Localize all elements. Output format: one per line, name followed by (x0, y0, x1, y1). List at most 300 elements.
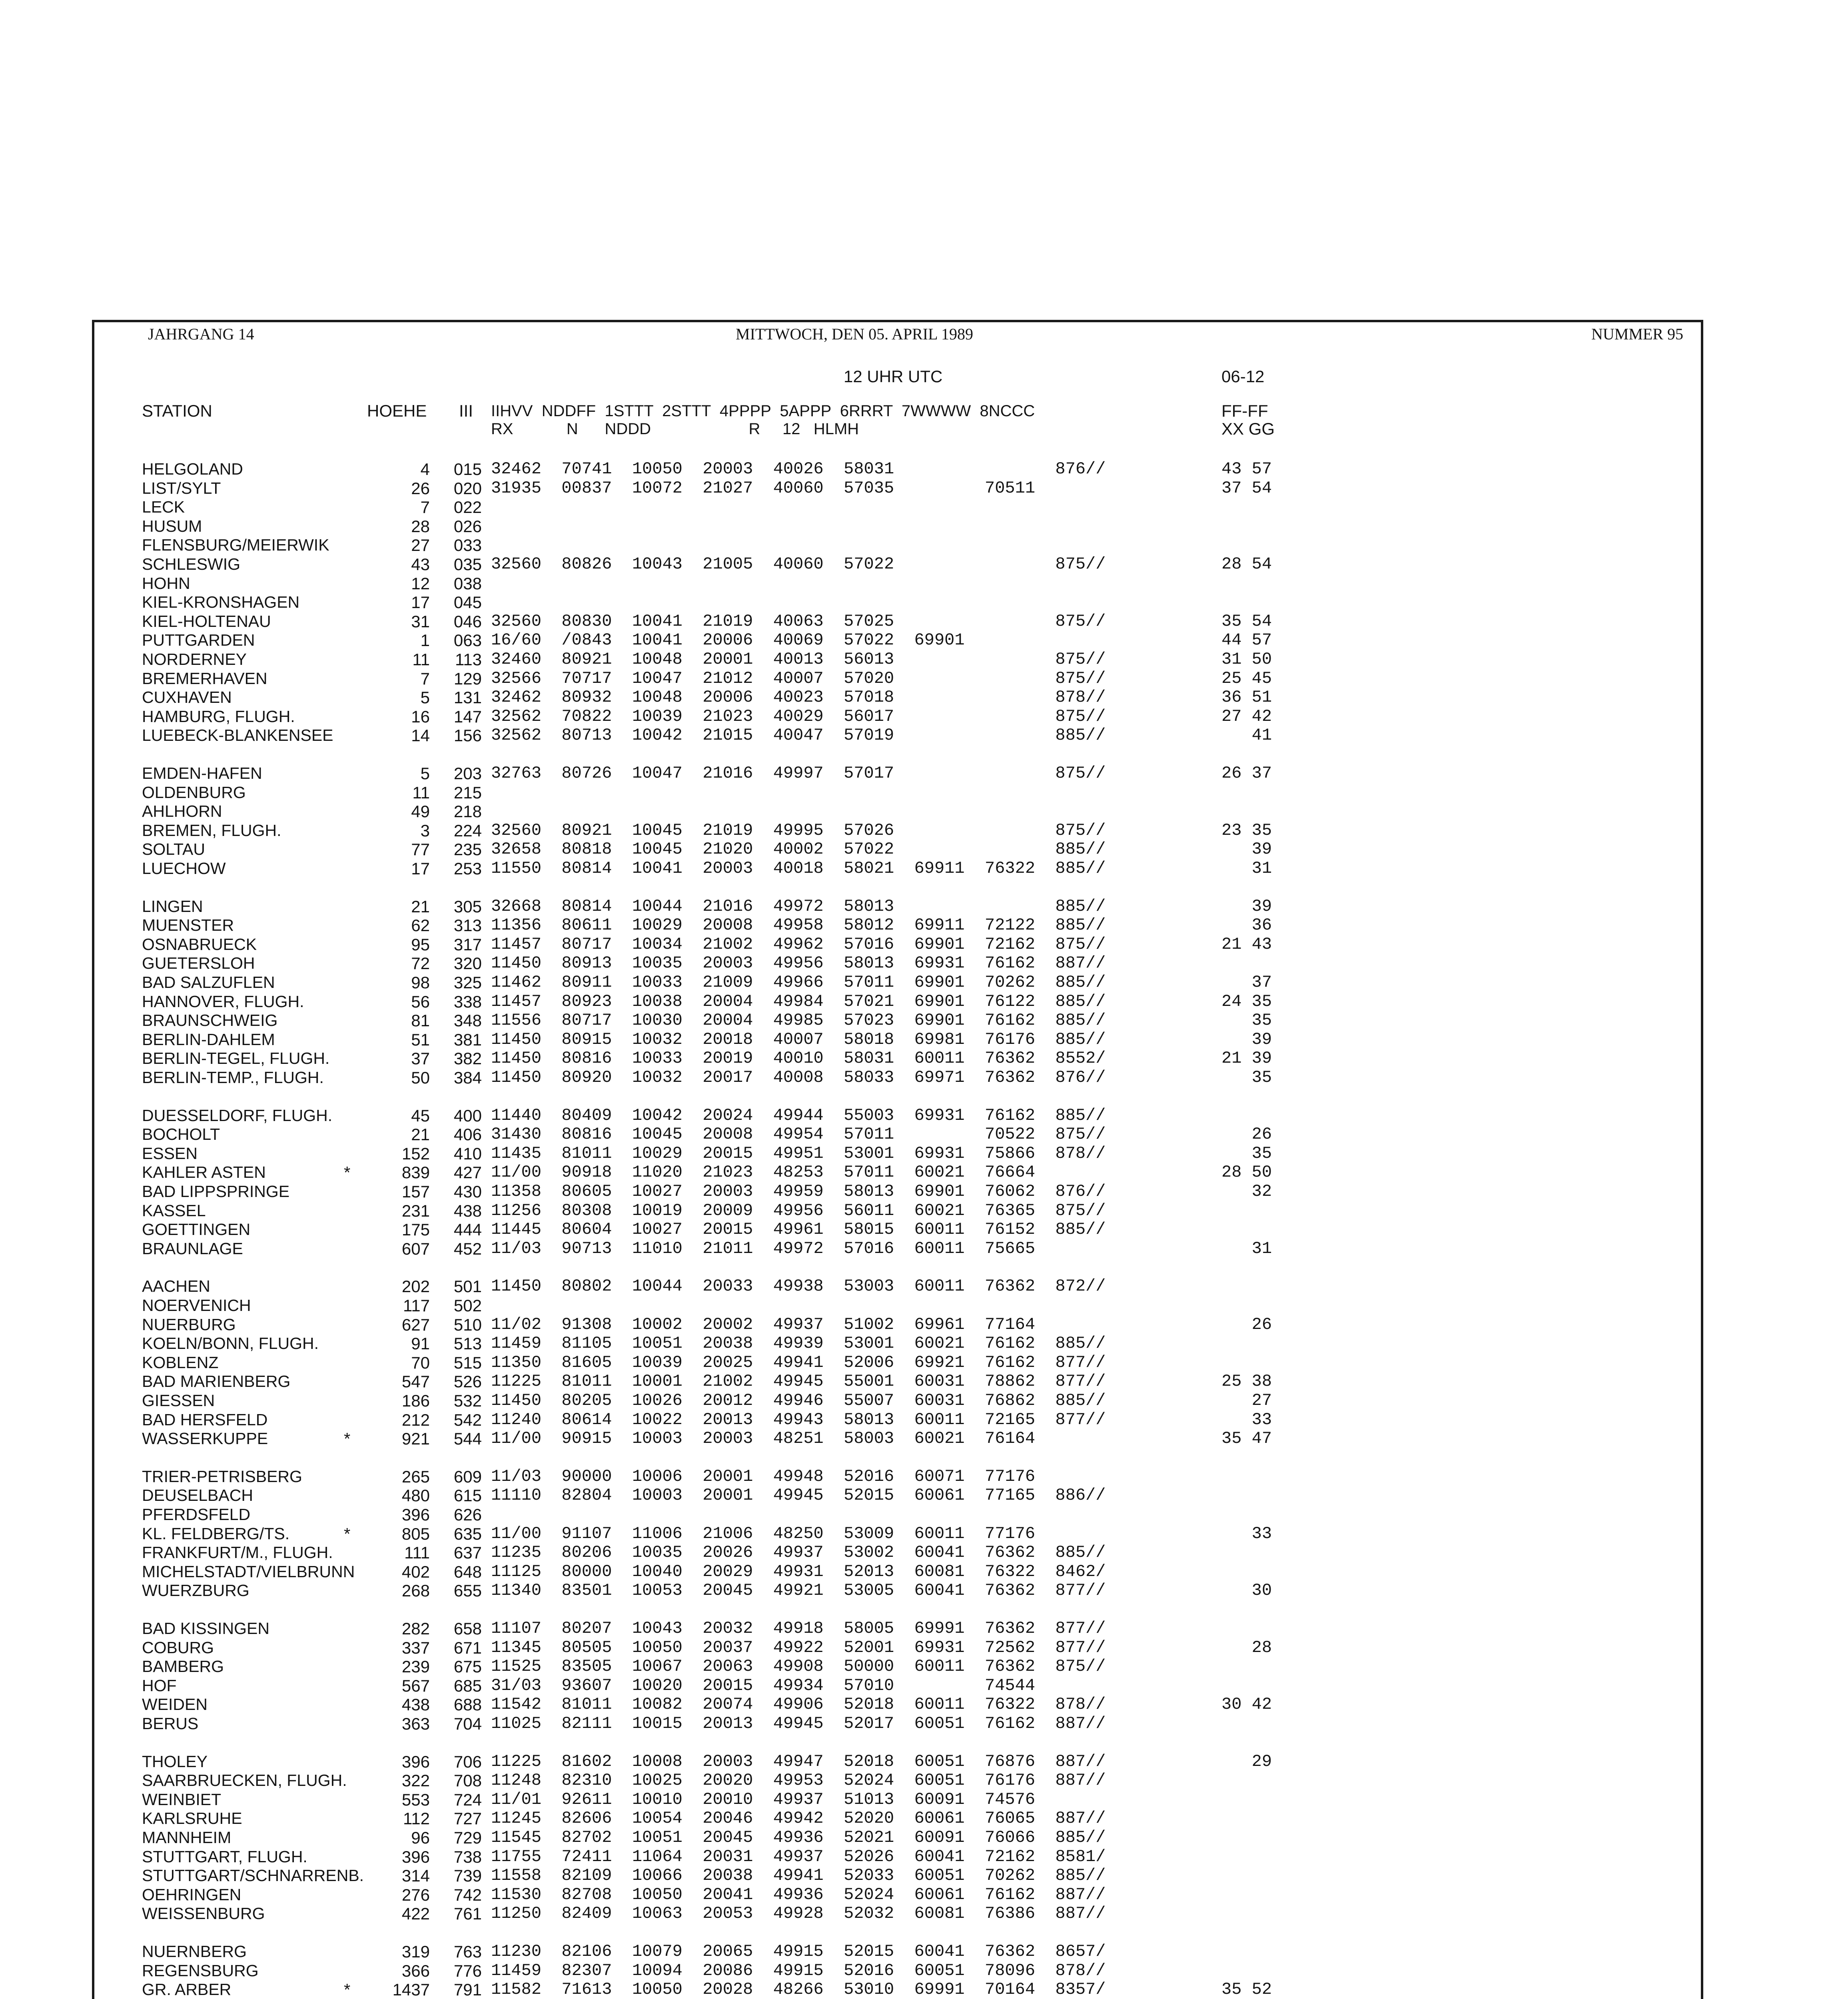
station-index: 688 (453, 1695, 482, 1714)
table-row (0, 536, 1848, 555)
station-name: MANNHEIM (142, 1828, 231, 1847)
station-elevation: 111 (404, 1543, 430, 1562)
synop-code-group: 11/00 91107 11006 21006 48250 53009 60011 77176 (491, 1524, 1036, 1543)
station-name: BREMERHAVEN (142, 669, 267, 688)
station-name: KASSEL (142, 1201, 206, 1220)
wind-gust-values: 35 47 (1221, 1429, 1272, 1448)
station-elevation: 547 (401, 1372, 430, 1391)
station-index: 532 (453, 1391, 482, 1410)
table-row (0, 821, 1848, 840)
station-index: 218 (453, 802, 482, 821)
station-elevation: 28 (411, 517, 430, 536)
table-row (0, 1182, 1848, 1201)
station-elevation: 117 (403, 1296, 430, 1315)
station-name: SOLTAU (142, 840, 205, 858)
station-index: 502 (453, 1296, 482, 1315)
station-elevation: 14 (411, 726, 430, 745)
synop-code-group: 31430 80816 10045 20008 49954 57011 70522 875// (491, 1125, 1106, 1144)
table-row (0, 1638, 1848, 1657)
station-name: LUEBECK-BLANKENSEE (142, 726, 333, 744)
station-name: BREMEN, FLUGH. (142, 821, 281, 840)
wind-gust-values: 35 (1221, 1144, 1272, 1163)
table-row (0, 1657, 1848, 1676)
table-row (0, 1163, 1848, 1182)
station-elevation: 56 (411, 992, 430, 1011)
wind-gust-values: 27 (1221, 1391, 1272, 1410)
wind-gust-values: 36 (1221, 916, 1272, 935)
station-index: 542 (453, 1410, 482, 1429)
synop-code-group: 11525 83505 10067 20063 49908 50000 60011 76362 875// (491, 1657, 1106, 1676)
table-row (0, 802, 1848, 821)
wind-gust-values: 35 (1221, 1011, 1272, 1030)
table-row (0, 1334, 1848, 1353)
wind-period-label: 06-12 (1221, 367, 1265, 386)
station-name: BAMBERG (142, 1657, 224, 1676)
wind-gust-values: 37 (1221, 973, 1272, 992)
station-index: 615 (453, 1486, 482, 1505)
station-name: CUXHAVEN (142, 688, 232, 706)
table-row (0, 783, 1848, 802)
synop-code-group: 11462 80911 10033 21009 49966 57011 69901 70262 885// (491, 973, 1106, 992)
wind-gust-values: 30 (1221, 1581, 1272, 1600)
wind-gust-values: 25 45 (1221, 669, 1272, 688)
station-elevation: 805 (401, 1524, 430, 1543)
synop-code-group: 32560 80826 10043 21005 40060 57022 875// (491, 555, 1106, 574)
station-index: 224 (453, 821, 482, 840)
wind-gust-values: 29 (1221, 1752, 1272, 1771)
station-name: HOHN (142, 574, 190, 593)
station-name: LIST/SYLT (142, 479, 221, 497)
table-row (0, 1220, 1848, 1239)
station-elevation: 231 (401, 1201, 430, 1220)
table-row (0, 954, 1848, 973)
table-row (0, 1410, 1848, 1429)
synop-code-group: 11459 81105 10051 20038 49939 53001 60021 76162 885// (491, 1334, 1106, 1353)
station-elevation: 3 (420, 821, 430, 840)
station-elevation: 11 (412, 650, 430, 669)
station-index: 046 (453, 612, 482, 631)
synop-code-group: 11457 80717 10034 21002 49962 57016 69901 72162 875// (491, 935, 1106, 954)
table-row (0, 1809, 1848, 1828)
station-index: 742 (453, 1885, 482, 1904)
station-elevation: 337 (401, 1638, 430, 1657)
mountain-station-marker: * (344, 1429, 351, 1448)
station-elevation: 81 (411, 1011, 430, 1030)
table-row (0, 1467, 1848, 1486)
wind-gust-values: 33 (1221, 1410, 1272, 1429)
station-name: HUSUM (142, 517, 202, 535)
station-elevation: 276 (401, 1885, 430, 1904)
station-elevation: 16 (411, 707, 430, 726)
station-index: 685 (453, 1676, 482, 1695)
station-index: 235 (453, 840, 482, 859)
wind-gust-values: 30 42 (1221, 1695, 1272, 1714)
station-elevation: 366 (401, 1961, 430, 1980)
station-index: 452 (453, 1239, 482, 1258)
station-index: 648 (453, 1562, 482, 1581)
wind-gust-values: 24 35 (1221, 992, 1272, 1011)
station-index: 317 (453, 935, 482, 954)
wind-gust-values: 31 50 (1221, 650, 1272, 669)
synop-code-group: 11345 80505 10050 20037 49922 52001 69931 72562 877// (491, 1638, 1106, 1657)
table-row (0, 555, 1848, 574)
station-name: BOCHOLT (142, 1125, 220, 1143)
station-name: BAD HERSFELD (142, 1410, 268, 1429)
station-elevation: 396 (401, 1752, 430, 1771)
station-elevation: 1437 (392, 1980, 430, 1999)
station-index: 015 (453, 460, 482, 479)
station-elevation: 12 (411, 574, 430, 593)
station-name: HOF (142, 1676, 177, 1695)
station-elevation: 607 (401, 1239, 430, 1258)
table-row (0, 1315, 1848, 1334)
station-elevation: 31 (411, 612, 430, 631)
wind-gust-values: 27 42 (1221, 707, 1272, 726)
table-row (0, 1296, 1848, 1315)
synop-code-group: 32668 80814 10044 21016 49972 58013 885// (491, 897, 1106, 916)
station-elevation: 43 (411, 555, 430, 574)
station-elevation: 319 (401, 1942, 430, 1961)
synop-code-group: 11340 83501 10053 20045 49921 53005 60041 76362 877// (491, 1581, 1106, 1600)
station-name: BERUS (142, 1714, 199, 1733)
synop-code-group: 11107 80207 10043 20032 49918 58005 69991 76362 877// (491, 1619, 1106, 1638)
station-index: 438 (453, 1201, 482, 1220)
table-row (0, 460, 1848, 479)
synop-code-group: 11459 82307 10094 20086 49915 52016 60051 78096 878// (491, 1961, 1106, 1980)
station-elevation: 239 (401, 1657, 430, 1676)
synop-code-group: 11440 80409 10042 20024 49944 55003 69931 76162 885// (491, 1106, 1106, 1125)
synop-code-group: 31/03 93607 10020 20015 49934 57010 74544 (491, 1676, 1036, 1695)
observation-time-label: 12 UHR UTC (844, 367, 943, 386)
date-label: MITTWOCH, DEN 05. APRIL 1989 (736, 325, 974, 343)
column-header-hoehe: HOEHE (367, 401, 427, 420)
station-elevation: 21 (411, 1125, 430, 1144)
station-elevation: 839 (401, 1163, 430, 1182)
station-index: 382 (453, 1049, 482, 1068)
synop-code-group: 32460 80921 10048 20001 40013 56013 875// (491, 650, 1106, 669)
table-row (0, 1049, 1848, 1068)
station-name: AACHEN (142, 1277, 210, 1295)
station-elevation: 91 (411, 1334, 430, 1353)
table-row (0, 631, 1848, 650)
synop-code-group: 11445 80604 10027 20015 49961 58015 60011 76152 885// (491, 1220, 1106, 1239)
station-name: BERLIN-DAHLEM (142, 1030, 275, 1049)
station-index: 704 (453, 1714, 482, 1733)
synop-code-group: 11435 81011 10029 20015 49951 53001 69931 75866 878// (491, 1144, 1106, 1163)
station-name: LECK (142, 498, 185, 516)
mountain-station-marker: * (344, 1163, 351, 1182)
station-elevation: 567 (401, 1676, 430, 1695)
table-row (0, 1695, 1848, 1714)
table-row (0, 1562, 1848, 1581)
station-elevation: 45 (411, 1106, 430, 1125)
table-row (0, 1068, 1848, 1087)
synop-code-group: 11358 80605 10027 20003 49959 58013 69901 76062 876// (491, 1182, 1106, 1201)
wind-gust-values: 32 (1221, 1182, 1272, 1201)
station-name: BAD KISSINGEN (142, 1619, 269, 1638)
station-name: DUESSELDORF, FLUGH. (142, 1106, 333, 1125)
station-elevation: 96 (411, 1828, 430, 1847)
station-name: NUERBURG (142, 1315, 236, 1334)
station-elevation: 62 (411, 916, 430, 935)
column-header-station: STATION (142, 401, 212, 420)
table-row (0, 707, 1848, 726)
station-name: FLENSBURG/MEIERWIK (142, 536, 329, 554)
wind-gust-values: 28 50 (1221, 1163, 1272, 1182)
synop-code-group: 11450 80816 10033 20019 40010 58031 60011 76362 8552/ (491, 1049, 1106, 1068)
synop-code-group: 11457 80923 10038 20004 49984 57021 69901 76122 885// (491, 992, 1106, 1011)
synop-code-group: 32562 70822 10039 21023 40029 56017 875// (491, 707, 1106, 726)
station-name: SAARBRUECKEN, FLUGH. (142, 1771, 347, 1790)
station-elevation: 402 (401, 1562, 430, 1581)
synop-code-group: 31935 00837 10072 21027 40060 57035 70511 (491, 479, 1036, 498)
synop-code-group: 32763 80726 10047 21016 49997 57017 875// (491, 764, 1106, 783)
station-index: 038 (453, 574, 482, 593)
station-name: KOELN/BONN, FLUGH. (142, 1334, 319, 1353)
station-index: 313 (453, 916, 482, 935)
station-index: 526 (453, 1372, 482, 1391)
synop-code-group: 32462 70741 10050 20003 40026 58031 876// (491, 459, 1106, 479)
table-row (0, 574, 1848, 593)
station-index: 776 (453, 1961, 482, 1980)
station-name: TRIER-PETRISBERG (142, 1467, 302, 1486)
station-name: BERLIN-TEGEL, FLUGH. (142, 1049, 330, 1067)
table-row (0, 612, 1848, 631)
station-name: FRANKFURT/M., FLUGH. (142, 1543, 333, 1562)
synop-code-group: 11542 81011 10082 20074 49906 52018 60011 76322 878// (491, 1695, 1106, 1714)
station-index: 738 (453, 1847, 482, 1866)
synop-code-group: 32566 70717 10047 21012 40007 57020 875// (491, 669, 1106, 688)
station-index: 348 (453, 1011, 482, 1030)
station-name: WASSERKUPPE (142, 1429, 268, 1448)
table-row (0, 1980, 1848, 1999)
table-row (0, 650, 1848, 669)
station-index: 671 (453, 1638, 482, 1657)
synop-code-group: 11/03 90713 11010 21011 49972 57016 60011 75665 (491, 1239, 1036, 1258)
table-row (0, 1429, 1848, 1448)
synop-code-group: 11225 81602 10008 20003 49947 52018 60051 76876 887// (491, 1752, 1106, 1771)
station-index: 427 (453, 1163, 482, 1182)
table-row (0, 1771, 1848, 1790)
wind-gust-values: 33 (1221, 1524, 1272, 1543)
station-elevation: 157 (401, 1182, 430, 1201)
synop-code-group: 11545 82702 10051 20045 49936 52021 60091 76066 885// (491, 1828, 1106, 1847)
column-header-ff: FF-FF (1221, 401, 1268, 420)
station-index: 706 (453, 1752, 482, 1771)
synop-code-group: 32658 80818 10045 21020 40002 57022 885// (491, 840, 1106, 859)
station-name: REGENSBURG (142, 1961, 259, 1980)
station-name: THOLEY (142, 1752, 208, 1771)
station-index: 410 (453, 1144, 482, 1163)
table-row (0, 479, 1848, 498)
station-elevation: 77 (411, 840, 430, 859)
wind-gust-values: 31 (1221, 859, 1272, 878)
synop-code-group: 11250 82409 10063 20053 49928 52032 60081 76386 887// (491, 1904, 1106, 1923)
station-index: 400 (453, 1106, 482, 1125)
table-row (0, 1125, 1848, 1144)
station-index: 305 (453, 897, 482, 916)
synop-code-group: 11582 71613 10050 20028 48266 53010 69991 70164 8357/ (491, 1980, 1106, 1999)
synop-code-group: 32560 80921 10045 21019 49995 57026 875// (491, 821, 1106, 840)
station-elevation: 268 (401, 1581, 430, 1600)
station-name: KIEL-KRONSHAGEN (142, 593, 300, 611)
station-index: 022 (453, 498, 482, 517)
station-name: KIEL-HOLTENAU (142, 612, 271, 630)
station-name: BRAUNSCHWEIG (142, 1011, 278, 1029)
synop-code-group: 11235 80206 10035 20026 49937 53002 60041 76362 885// (491, 1543, 1106, 1562)
station-name: BRAUNLAGE (142, 1239, 243, 1258)
station-index: 131 (453, 688, 482, 707)
station-elevation: 152 (401, 1144, 430, 1163)
station-index: 658 (453, 1619, 482, 1638)
station-elevation: 95 (411, 935, 430, 954)
table-row (0, 992, 1848, 1011)
table-row (0, 1011, 1848, 1030)
station-index: 675 (453, 1657, 482, 1676)
station-index: 147 (453, 707, 482, 726)
wind-gust-values: 21 43 (1221, 935, 1272, 954)
station-name: GUETERSLOH (142, 954, 255, 972)
station-index: 544 (453, 1429, 482, 1448)
synop-code-group: 32562 80713 10042 21015 40047 57019 885// (491, 726, 1106, 745)
table-row (0, 1828, 1848, 1847)
table-row (0, 897, 1848, 916)
station-elevation: 282 (401, 1619, 430, 1638)
station-elevation: 4 (420, 460, 430, 479)
wind-gust-values: 28 (1221, 1638, 1272, 1657)
table-row (0, 1790, 1848, 1809)
station-index: 655 (453, 1581, 482, 1600)
station-elevation: 186 (401, 1391, 430, 1410)
station-name: MICHELSTADT/VIELBRUNN (142, 1562, 355, 1581)
station-index: 791 (453, 1980, 482, 1999)
station-elevation: 202 (401, 1277, 430, 1296)
wind-gust-values: 41 (1221, 726, 1272, 745)
mountain-station-marker: * (344, 1980, 351, 1999)
station-elevation: 49 (411, 802, 430, 821)
station-elevation: 7 (420, 669, 430, 688)
synop-code-group: 11/02 91308 10002 20002 49937 51002 69961 77164 (491, 1315, 1036, 1334)
station-name: BAD SALZUFLEN (142, 973, 275, 992)
wind-gust-values: 43 57 (1221, 459, 1272, 479)
station-index: 515 (453, 1353, 482, 1372)
station-index: 510 (453, 1315, 482, 1334)
station-elevation: 212 (401, 1410, 430, 1429)
station-index: 203 (453, 764, 482, 783)
station-elevation: 17 (411, 593, 430, 612)
synop-code-group: 11/01 92611 10010 20010 49937 51013 60091 74576 (491, 1790, 1036, 1809)
table-row (0, 764, 1848, 783)
station-name: SCHLESWIG (142, 555, 241, 573)
table-row (0, 1524, 1848, 1543)
station-elevation: 322 (401, 1771, 430, 1790)
station-name: GOETTINGEN (142, 1220, 251, 1239)
station-index: 609 (453, 1467, 482, 1486)
station-elevation: 627 (401, 1315, 430, 1334)
synop-code-group: 11350 81605 10039 20025 49941 52006 69921 76162 877// (491, 1353, 1106, 1372)
station-index: 384 (453, 1068, 482, 1087)
station-index: 035 (453, 555, 482, 574)
station-index: 129 (453, 669, 482, 688)
wind-gust-values: 28 54 (1221, 555, 1272, 574)
synop-code-group: 11755 72411 11064 20031 49937 52026 60041 72162 8581/ (491, 1847, 1106, 1866)
table-row (0, 1847, 1848, 1866)
synop-code-group: 16/60 /0843 10041 20006 40069 57022 69901 (491, 630, 965, 650)
station-name: BAD LIPPSPRINGE (142, 1182, 290, 1201)
volume-label: JAHRGANG 14 (148, 325, 254, 343)
table-row (0, 1581, 1848, 1600)
station-name: OSNABRUECK (142, 935, 257, 954)
synop-code-group: 11225 81011 10001 21002 49945 55001 60031 78862 877// (491, 1372, 1106, 1391)
station-index: 020 (453, 479, 482, 498)
station-index: 727 (453, 1809, 482, 1828)
station-elevation: 422 (401, 1904, 430, 1923)
station-index: 215 (453, 783, 482, 802)
station-elevation: 363 (401, 1714, 430, 1733)
station-name: WEINBIET (142, 1790, 222, 1809)
synop-code-group: 11450 80913 10035 20003 49956 58013 69931 76162 887// (491, 954, 1106, 973)
table-row (0, 688, 1848, 707)
station-elevation: 5 (420, 764, 430, 783)
station-elevation: 5 (420, 688, 430, 707)
wind-gust-values: 44 57 (1221, 630, 1272, 650)
wind-gust-values: 35 (1221, 1068, 1272, 1087)
synop-code-group: 11025 82111 10015 20013 49945 52017 60051 76162 887// (491, 1714, 1106, 1733)
synop-code-group: 11/00 90915 10003 20003 48251 58003 60021 76164 (491, 1429, 1036, 1448)
station-name: BERLIN-TEMP., FLUGH. (142, 1068, 324, 1087)
station-elevation: 50 (411, 1068, 430, 1087)
station-elevation: 921 (401, 1429, 430, 1448)
station-index: 045 (453, 593, 482, 612)
station-elevation: 11 (412, 783, 430, 802)
station-elevation: 17 (411, 859, 430, 878)
station-index: 406 (453, 1125, 482, 1144)
station-name: GR. ARBER (142, 1980, 231, 1999)
station-name: WEIDEN (142, 1695, 208, 1714)
station-name: LUECHOW (142, 859, 226, 878)
station-index: 501 (453, 1277, 482, 1296)
wind-gust-values: 35 54 (1221, 612, 1272, 631)
table-row (0, 1106, 1848, 1125)
station-name: EMDEN-HAFEN (142, 764, 262, 782)
station-name: PUTTGARDEN (142, 631, 255, 649)
column-header-iii: III (459, 401, 473, 420)
station-elevation: 480 (401, 1486, 430, 1505)
table-row (0, 517, 1848, 536)
table-row (0, 1505, 1848, 1524)
table-row (0, 1239, 1848, 1258)
station-index: 761 (453, 1904, 482, 1923)
station-index: 513 (453, 1334, 482, 1353)
wind-gust-values: 36 51 (1221, 688, 1272, 707)
station-name: COBURG (142, 1638, 214, 1657)
station-name: OEHRINGEN (142, 1885, 241, 1904)
station-name: HELGOLAND (142, 460, 243, 478)
station-name: OLDENBURG (142, 783, 246, 802)
table-row (0, 1144, 1848, 1163)
station-name: KOBLENZ (142, 1353, 219, 1372)
synop-code-group: 11556 80717 10030 20004 49985 57023 69901 76162 885// (491, 1011, 1106, 1030)
synop-code-group: 11245 82606 10054 20046 49942 52020 60061 76065 887// (491, 1809, 1106, 1828)
table-row (0, 1619, 1848, 1638)
table-row (0, 859, 1848, 878)
synop-code-group: 11450 80205 10026 20012 49946 55007 60031 76862 885// (491, 1391, 1106, 1410)
station-index: 729 (453, 1828, 482, 1847)
wind-gust-values: 31 (1221, 1239, 1272, 1258)
station-elevation: 27 (411, 536, 430, 555)
station-elevation: 70 (411, 1353, 430, 1372)
table-row (0, 1543, 1848, 1562)
